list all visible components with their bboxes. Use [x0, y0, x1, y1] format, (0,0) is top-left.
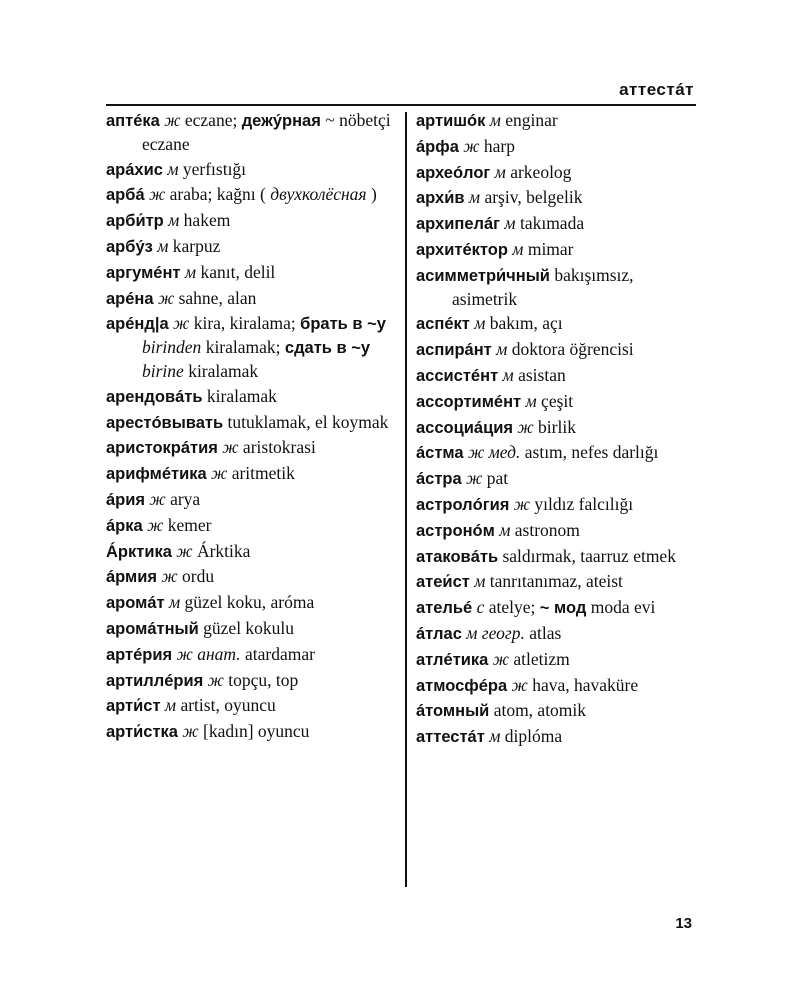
entry-headword: арбýз: [106, 237, 153, 256]
entry-headword: аттестáт: [416, 728, 485, 747]
dictionary-entry: [106, 183, 391, 207]
entry-definition: arya: [170, 488, 201, 509]
dictionary-entry: [106, 462, 391, 486]
dictionary-entry: [416, 264, 701, 311]
entry-headword: арáхис: [106, 160, 163, 179]
dictionary-entry: [416, 570, 701, 594]
guide-word: аттестáт: [619, 80, 694, 99]
dictionary-entry: [416, 674, 701, 698]
entry-gender: ж: [149, 488, 166, 509]
entry-gender: м: [499, 519, 511, 540]
entry-definition: topçu, top: [228, 669, 299, 690]
entry-note: birinden: [142, 337, 202, 358]
dictionary-entry: [106, 720, 391, 744]
entry-gender: м: [466, 622, 478, 643]
entry-gender: м: [168, 592, 181, 613]
entry-headword: арби́тр: [106, 212, 164, 231]
entry-definition: güzel kokulu: [203, 617, 295, 638]
dictionary-entry: [416, 238, 701, 262]
entry-phrase: брать в ~у: [300, 315, 386, 334]
entry-definition-3: kiralamak: [188, 360, 259, 381]
entry-phrase: ~ мод: [539, 599, 587, 618]
entry-note: геогр.: [481, 622, 525, 643]
entry-headword: ассортимéнт: [416, 392, 522, 411]
entry-definition: kanıt, delil: [200, 261, 276, 282]
entry-headword: арти́стка: [106, 723, 178, 742]
entry-gender: ж: [207, 669, 224, 690]
entry-definition-2: ): [370, 184, 377, 205]
entry-definition: hava, havaküre: [532, 674, 639, 695]
entry-gender: ж: [513, 493, 531, 514]
entry-gender: м: [168, 210, 180, 231]
entry-headword: астролóгия: [416, 495, 510, 514]
entry-headword: астронóм: [416, 521, 495, 540]
entry-headword: асимметри́чный: [416, 266, 550, 285]
entry-gender: ж: [222, 437, 239, 458]
dictionary-entry: [416, 699, 701, 723]
entry-gender: ж: [492, 648, 510, 669]
entry-definition: atletizm: [513, 648, 570, 669]
entry-definition: bakışımsız, asimetrik: [452, 264, 634, 309]
entry-gender: ж: [164, 110, 181, 130]
entry-definition: tutuklamak, el koymak: [227, 411, 389, 432]
entry-definition-2: atardamar: [244, 643, 315, 664]
left-column: [106, 109, 391, 746]
dictionary-entry: [416, 596, 701, 620]
entry-headword: áрия: [106, 490, 146, 509]
entry-definition: atom, atomik: [493, 700, 587, 721]
dictionary-entry: [416, 493, 701, 517]
entry-definition: asistan: [518, 364, 566, 385]
entry-headword: аспирáнт: [416, 341, 492, 360]
entry-headword: атлéтика: [416, 650, 489, 669]
dictionary-entry: [416, 416, 701, 440]
entry-headword: áрмия: [106, 568, 158, 587]
entry-definition: ordu: [182, 566, 215, 587]
entry-headword: археóлог: [416, 163, 491, 182]
dictionary-entry: [416, 186, 701, 210]
dictionary-entry: [416, 364, 701, 388]
dictionary-entry: [106, 411, 391, 435]
entry-gender: м: [474, 313, 486, 334]
dictionary-entry: [416, 467, 701, 491]
entry-definition: karpuz: [172, 235, 221, 256]
entry-definition: saldırmak, taarruz etmek: [502, 545, 676, 566]
entry-gender: м: [504, 213, 516, 234]
entry-definition: kemer: [167, 514, 212, 535]
entry-gender: м: [184, 261, 197, 282]
entry-headword: áрка: [106, 516, 143, 535]
entry-headword: áрфа: [416, 137, 459, 156]
entry-gender: м: [474, 571, 486, 592]
entry-definition: bakım, açı: [489, 313, 563, 334]
entry-definition: kira, kiralama;: [193, 313, 296, 334]
dictionary-entry: [416, 161, 701, 185]
entry-definition: arkeolog: [510, 161, 572, 182]
entry-gender: ж: [161, 566, 178, 587]
entry-headword: архипелáг: [416, 215, 501, 234]
entry-gender: ж: [467, 442, 485, 463]
entry-gender: м: [489, 726, 501, 747]
entry-definition-2: atlas: [529, 622, 562, 643]
entry-headword: аромáт: [106, 594, 165, 613]
entry-note-2: birine: [142, 360, 184, 381]
dictionary-entry: [106, 488, 391, 512]
entry-definition: Árktika: [196, 540, 251, 561]
dictionary-entry: [106, 287, 391, 311]
dictionary-entry: [106, 158, 391, 182]
entry-definition: harp: [483, 135, 516, 156]
entry-gender: ж: [176, 643, 193, 664]
dictionary-entry: [106, 643, 391, 667]
dictionary-entry: [416, 441, 701, 465]
dictionary-entry: [416, 338, 701, 362]
entry-definition: çeşit: [541, 390, 574, 411]
entry-definition: enginar: [505, 110, 558, 130]
dictionary-entry: [106, 209, 391, 233]
entry-headword: ассоциáция: [416, 418, 513, 437]
entry-headword: арендовáть: [106, 387, 203, 406]
entry-definition: hakem: [183, 210, 231, 231]
entry-headword: архи́в: [416, 189, 465, 208]
entry-definition: aritmetik: [231, 463, 295, 484]
entry-definition: yerfıstığı: [182, 158, 247, 179]
entry-headword: арти́ст: [106, 697, 161, 716]
entry-headword: арестóвывать: [106, 413, 224, 432]
entry-headword: аргумéнт: [106, 263, 181, 282]
dictionary-entry: [416, 545, 701, 569]
entry-definition: artist, oyuncu: [180, 695, 276, 716]
entry-gender: ж: [176, 540, 193, 561]
entry-gender: с: [476, 597, 485, 618]
dictionary-entry: [416, 519, 701, 543]
entry-gender: м: [502, 364, 514, 385]
entry-headword: атаковáть: [416, 547, 499, 566]
entry-headword: áтлас: [416, 624, 462, 643]
entry-headword: аптéка: [106, 112, 160, 130]
entry-definition: güzel koku, aróma: [184, 592, 315, 613]
entry-gender: ж: [463, 135, 480, 156]
dictionary-entry: [106, 385, 391, 409]
entry-gender: м: [489, 110, 501, 130]
entry-headword: ательé: [416, 599, 473, 618]
entry-gender: ж: [511, 674, 528, 695]
dictionary-entry: [106, 109, 391, 156]
dictionary-entry: [416, 390, 701, 414]
dictionary-entry: [416, 212, 701, 236]
entry-definition: aristokrasi: [242, 437, 316, 458]
entry-gender: ж: [466, 468, 483, 489]
dictionary-entry: [106, 694, 391, 718]
entry-gender: ж: [211, 463, 228, 484]
entry-definition: eczane;: [184, 110, 238, 130]
entry-headword: арéнд|а: [106, 315, 169, 334]
dictionary-entry: [416, 648, 701, 672]
entry-definition: kiralamak: [206, 385, 277, 406]
entry-definition-2: moda evi: [590, 597, 656, 618]
dictionary-entry: [106, 312, 391, 382]
entry-phrase: дежýрная: [241, 112, 321, 130]
entry-note: двухколёсная: [270, 184, 367, 205]
entry-definition: arşiv, belgelik: [484, 187, 583, 208]
entry-definition: [kadın] oyuncu: [203, 721, 310, 742]
entry-headword: атеи́ст: [416, 573, 470, 592]
entry-definition: araba; kağnı (: [169, 184, 266, 205]
dictionary-entry: [416, 135, 701, 159]
entry-headword: арифмéтика: [106, 465, 207, 484]
entry-headword: аромáтный: [106, 619, 199, 638]
dictionary-entry: [416, 109, 701, 133]
entry-headword: аспéкт: [416, 315, 470, 334]
entry-definition: takımada: [519, 213, 585, 234]
entry-gender: ж: [182, 721, 199, 742]
header-rule: [106, 104, 696, 106]
entry-headword: артéрия: [106, 645, 173, 664]
entry-headword: ассистéнт: [416, 366, 499, 385]
dictionary-entry: [106, 540, 391, 564]
entry-headword: áстма: [416, 444, 464, 463]
dictionary-entry: [416, 622, 701, 646]
dictionary-entry: [416, 312, 701, 336]
entry-gender: ж: [157, 287, 175, 308]
dictionary-entry: [106, 235, 391, 259]
entry-definition: atelye;: [488, 597, 536, 618]
entry-definition: pat: [486, 468, 509, 489]
right-column: [416, 109, 701, 751]
entry-definition: birlik: [538, 416, 576, 437]
entry-definition-2: astım, nefes darlığı: [524, 442, 659, 463]
entry-gender: ж: [517, 416, 534, 437]
entry-headword: арбá: [106, 186, 145, 205]
entry-note: мед.: [488, 442, 521, 463]
entry-gender: м: [512, 238, 524, 259]
entry-gender: м: [167, 158, 179, 179]
entry-gender: ж: [149, 184, 166, 205]
entry-gender: м: [468, 187, 481, 208]
dictionary-entry: [106, 565, 391, 589]
entry-definition: diplóma: [504, 726, 563, 747]
entry-headword: áтомный: [416, 702, 490, 721]
dictionary-entry: [106, 669, 391, 693]
entry-definition: yıldız falcılığı: [534, 493, 634, 514]
dictionary-entry: [106, 591, 391, 615]
entry-gender: ж: [147, 514, 164, 535]
entry-headword: áстра: [416, 470, 462, 489]
dictionary-entry: [416, 725, 701, 749]
entry-phrase-2: сдать в ~у: [284, 339, 371, 358]
dictionary-entry: [106, 617, 391, 641]
entry-gender: м: [157, 235, 169, 256]
dictionary-entry: [106, 436, 391, 460]
entry-gender: ж: [173, 313, 190, 334]
entry-gender: м: [494, 161, 506, 182]
entry-definition: mimar: [527, 238, 574, 259]
entry-headword: атмосфéра: [416, 676, 508, 695]
entry-headword: архитéктор: [416, 240, 508, 259]
dictionary-entry: [106, 514, 391, 538]
entry-definition: sahne, alan: [178, 287, 257, 308]
entry-headword: артиллéрия: [106, 671, 204, 690]
entry-gender: м: [525, 390, 537, 411]
entry-note: анат.: [197, 643, 241, 664]
dictionary-entry: [106, 261, 391, 285]
entry-definition: tanrıtanımaz, ateist: [489, 571, 623, 592]
entry-headword: артишóк: [416, 112, 486, 130]
entry-headword: аристокрáтия: [106, 439, 218, 458]
entry-definition: astronom: [514, 519, 580, 540]
entry-gender: м: [164, 695, 177, 716]
entry-headword: арéна: [106, 289, 154, 308]
entry-definition: doktora öğrencisi: [511, 339, 634, 360]
entry-definition-2: ~ nöbetçi eczane: [142, 110, 391, 154]
column-divider: [405, 112, 407, 887]
entry-gender: м: [496, 339, 508, 360]
entry-definition-2: kiralamak;: [205, 337, 281, 358]
entry-headword: Áрктика: [106, 542, 172, 561]
page-number: 13: [675, 915, 692, 932]
